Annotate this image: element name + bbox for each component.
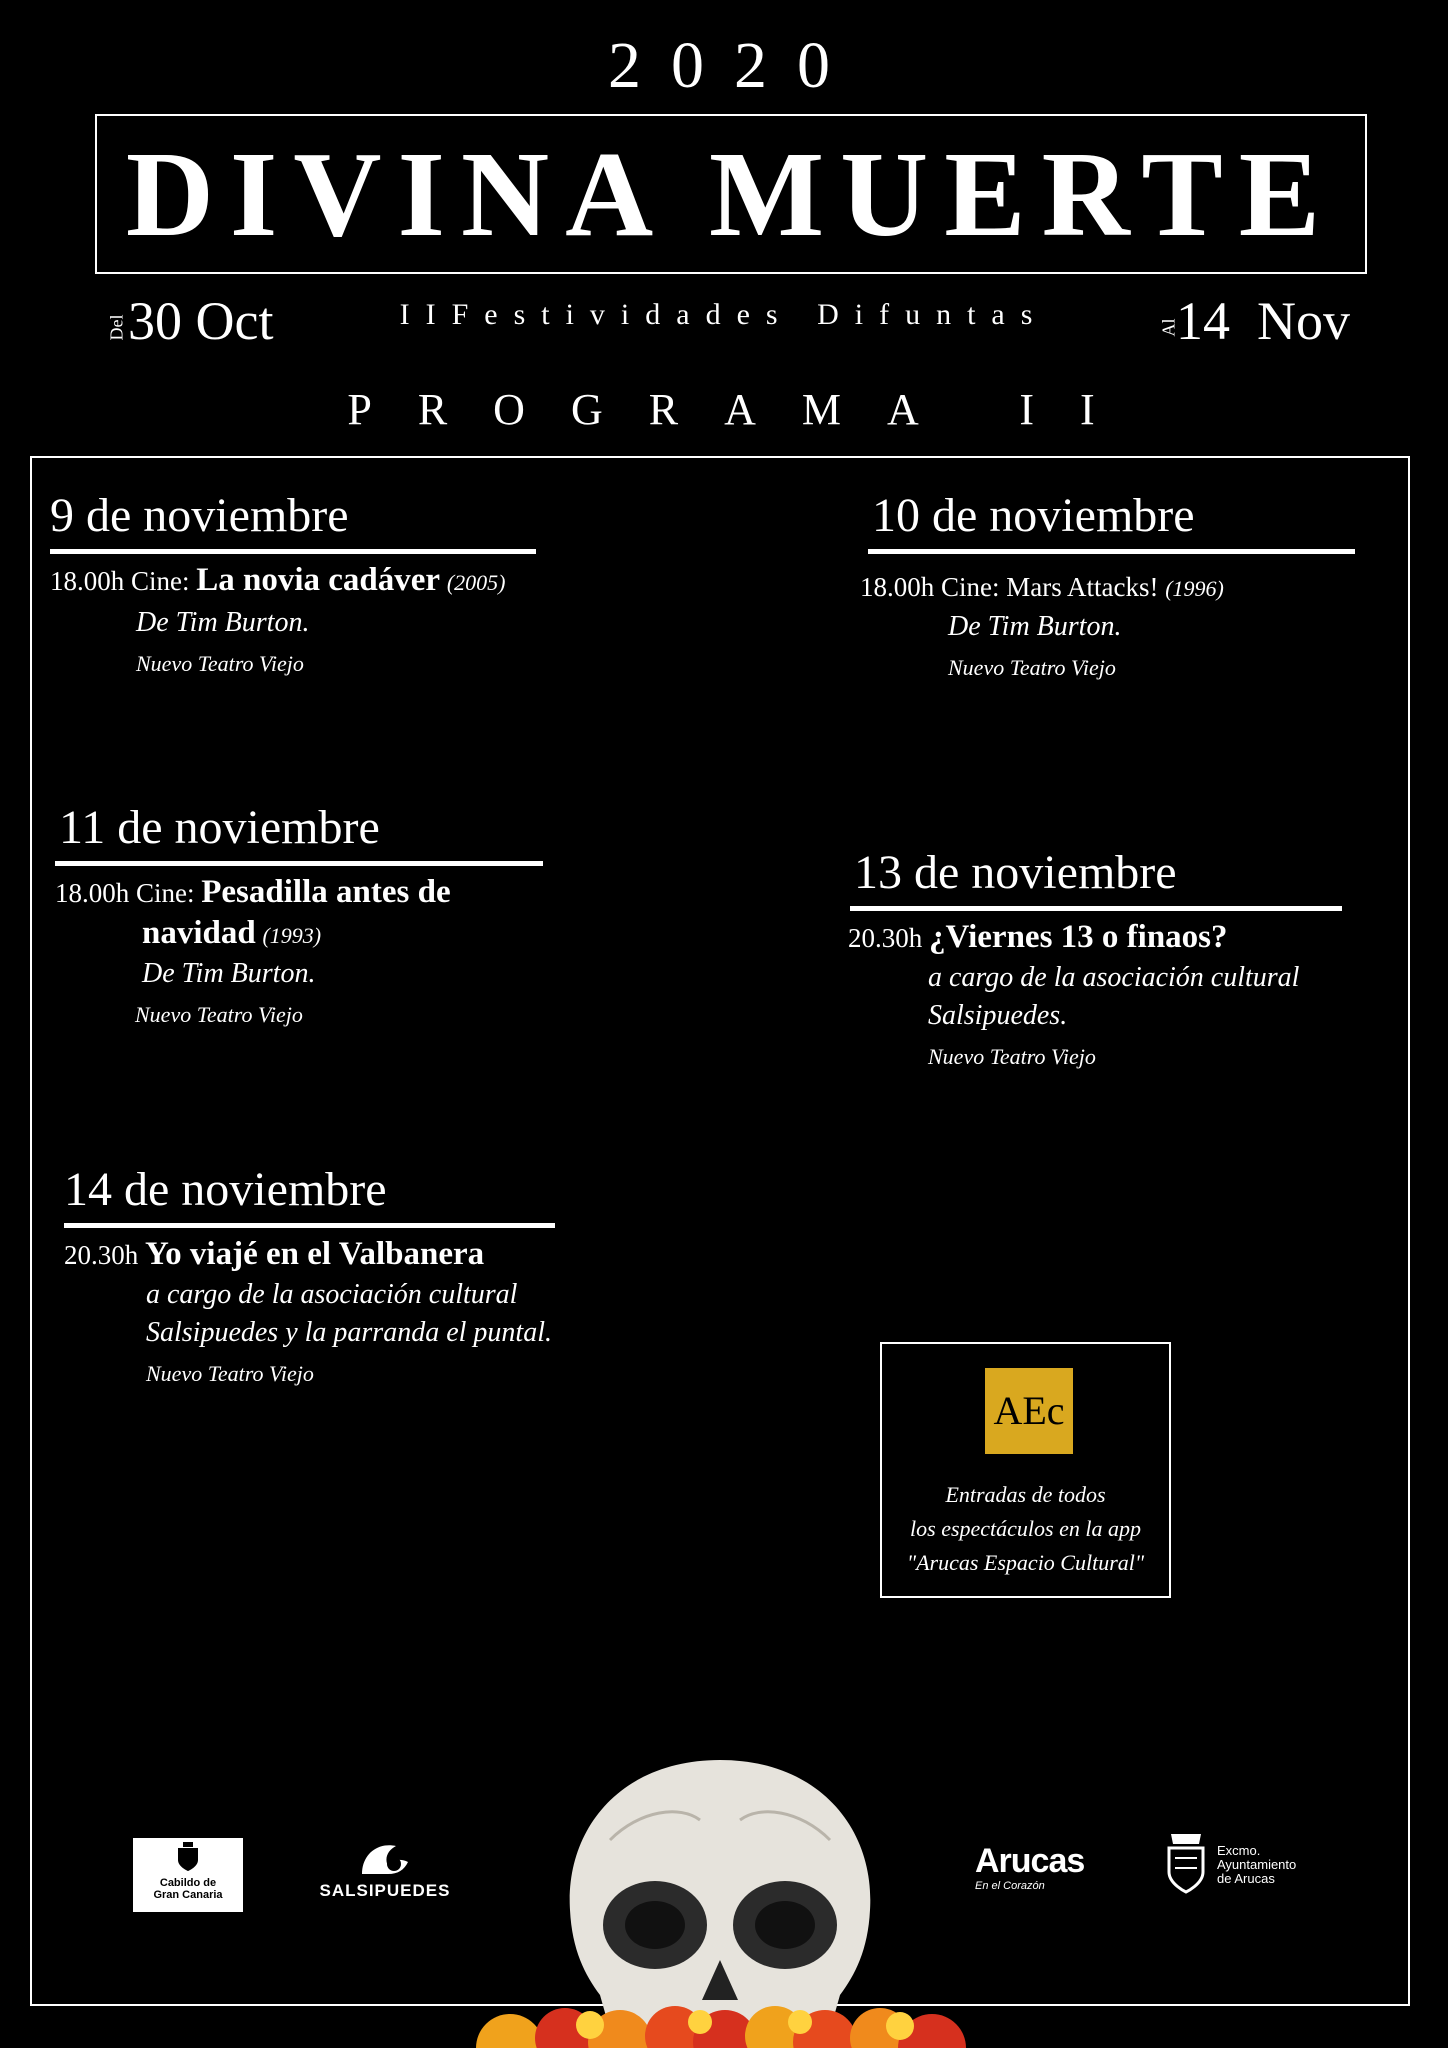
- event-time: 20.30h: [848, 923, 923, 953]
- event-venue: Nuevo Teatro Viejo: [928, 1044, 1096, 1069]
- event-director: De Tim Burton.: [948, 611, 1122, 642]
- ayuntamiento-text: [1217, 1844, 1296, 1886]
- wave-icon: [358, 1840, 412, 1876]
- ayto-line-3: de Arucas: [1217, 1871, 1275, 1886]
- marigold-flowers: [476, 2006, 966, 2048]
- tickets-text: [880, 1478, 1171, 1580]
- cabildo-line-1: Cabildo de: [159, 1877, 217, 1889]
- event-time: 20.30h: [64, 1240, 139, 1270]
- event-line-2: [142, 915, 543, 952]
- date-underline: [64, 1223, 555, 1228]
- event-11-nov: [55, 800, 543, 1028]
- event-10-nov: [860, 488, 1355, 681]
- arucas-espacio-cultural-logo: [985, 1368, 1073, 1454]
- event-9-nov: [50, 488, 536, 677]
- event-line: [848, 919, 1342, 956]
- skull-illustration: [470, 1750, 970, 2048]
- poster-title: DIVINA MUERTE: [125, 127, 1337, 262]
- year: 2020: [608, 29, 860, 102]
- event-date: 14 de noviembre: [64, 1163, 387, 1216]
- date-to-value: 14 Nov: [1176, 291, 1350, 351]
- arucas-tagline: En el Corazón: [975, 1880, 1045, 1892]
- ayto-line-1: Excmo.: [1217, 1843, 1261, 1858]
- event-title: ¿Viernes 13 o finaos?: [929, 919, 1228, 955]
- event-date: 11 de noviembre: [59, 801, 380, 854]
- event-venue: Nuevo Teatro Viejo: [135, 1002, 303, 1027]
- ayuntamiento-arucas-logo: [1163, 1830, 1333, 1900]
- event-time: 18.00h Cine:: [50, 566, 190, 596]
- event-venue: Nuevo Teatro Viejo: [146, 1361, 314, 1386]
- event-venue: Nuevo Teatro Viejo: [136, 651, 304, 676]
- cabildo-gran-canaria-logo: [133, 1838, 243, 1912]
- date-underline: [55, 861, 543, 866]
- event-line: [50, 562, 536, 599]
- event-date: 9 de noviembre: [50, 489, 349, 542]
- event-title: La novia cadáver: [196, 562, 441, 598]
- date-underline: [50, 549, 536, 554]
- event-title: Yo viajé en el Valbanera: [145, 1236, 485, 1272]
- date-from-prefix: Del: [106, 314, 127, 341]
- event-director: De Tim Burton.: [142, 958, 316, 989]
- tickets-line-2: los espectáculos en la app: [910, 1516, 1141, 1541]
- date-to-prefix: Al: [1158, 318, 1179, 337]
- date-to: [1160, 290, 1350, 352]
- event-14-nov: [64, 1162, 555, 1387]
- cabildo-line-2: Gran Canaria: [153, 1889, 223, 1901]
- tickets-line-1: Entradas de todos: [945, 1482, 1106, 1507]
- event-date: 10 de noviembre: [872, 489, 1195, 542]
- event-venue: Nuevo Teatro Viejo: [948, 655, 1116, 680]
- event-year: (1993): [262, 923, 322, 948]
- event-title-line2: navidad: [142, 915, 256, 951]
- event-date: 13 de noviembre: [854, 846, 1177, 899]
- salsipuedes-logo: [310, 1840, 460, 1910]
- programa-heading: PROGRAMA II: [347, 385, 1141, 434]
- event-description-2: Salsipuedes.: [928, 1000, 1068, 1031]
- event-line: [860, 572, 1355, 603]
- salsipuedes-text: SALSIPUEDES: [319, 1881, 451, 1900]
- date-from-value: 30 Oct: [128, 291, 274, 351]
- crest-icon: [1163, 1830, 1209, 1896]
- event-time: 18.00h Cine: Mars Attacks!: [860, 572, 1159, 602]
- date-underline: [850, 906, 1342, 911]
- event-year: (1996): [1165, 576, 1224, 601]
- app-logo-text: AEc: [993, 1388, 1065, 1433]
- event-year: (2005): [446, 570, 506, 595]
- date-underline: [868, 549, 1355, 554]
- event-time: 18.00h Cine:: [55, 878, 195, 908]
- event-line: [64, 1236, 555, 1273]
- event-13-nov: [848, 845, 1342, 1070]
- event-line: [55, 874, 543, 911]
- event-director: De Tim Burton.: [136, 607, 310, 638]
- event-description-1: a cargo de la asociación cultural: [146, 1279, 518, 1310]
- tickets-line-3: "Arucas Espacio Cultural": [906, 1550, 1145, 1575]
- event-description-1: a cargo de la asociación cultural: [928, 962, 1300, 993]
- ayto-line-2: Ayuntamiento: [1217, 1857, 1297, 1872]
- subtitle: IIFestividades Difuntas: [399, 298, 1049, 331]
- arucas-text: Arucas: [975, 1842, 1085, 1880]
- event-title-line1: Pesadilla antes de: [201, 874, 451, 910]
- arucas-logo: [975, 1842, 1105, 1908]
- event-description-2: Salsipuedes y la parranda el puntal.: [146, 1317, 552, 1348]
- coat-of-arms-icon: [176, 1842, 200, 1872]
